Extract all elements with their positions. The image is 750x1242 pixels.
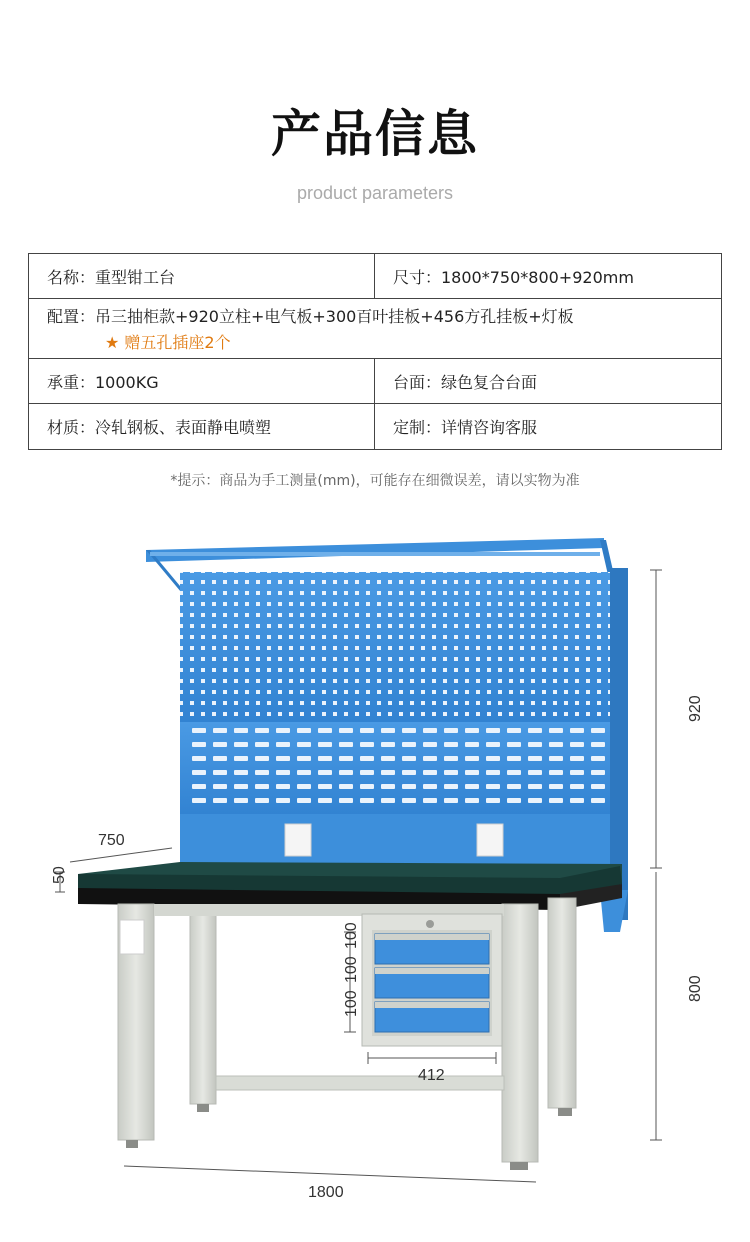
- spec-material: 材质：冷轧钢板、表面静电喷塑: [29, 404, 375, 450]
- spec-table: [28, 253, 722, 450]
- socket-icon: [477, 824, 503, 856]
- page-subtitle: product parameters: [296, 183, 454, 203]
- workbench-illustration: [0, 500, 750, 1242]
- dim-drawer-2: 100: [343, 956, 360, 983]
- lock-icon: [426, 920, 434, 928]
- table-row: [29, 404, 722, 450]
- dim-bench-length: 1800: [308, 1184, 344, 1201]
- electrical-panel: [180, 814, 610, 864]
- dim-drawer-3: 100: [343, 990, 360, 1017]
- measurement-note: *提示：商品为手工测量(mm)，可能存在细微误差，请以实物为准: [170, 473, 580, 489]
- spec-load: 承重：1000KG: [29, 359, 375, 404]
- dim-cabinet-width: 412: [418, 1067, 445, 1084]
- spec-size: 尺寸：1800*750*800+920mm: [375, 254, 722, 299]
- dim-upright-height: 920: [687, 695, 704, 722]
- dim-depth: 750: [98, 832, 125, 849]
- drawer-cabinet: [362, 914, 502, 1046]
- spec-config: 配置：吊三抽柜款+920立柱+电气板+300百叶挂板+456方孔挂板+灯板: [47, 307, 574, 326]
- socket-icon: [285, 824, 311, 856]
- spec-custom: 定制：详情咨询客服: [375, 404, 722, 450]
- spec-gift: ★ 赠五孔插座2个: [105, 333, 231, 352]
- table-row: [29, 254, 722, 299]
- spec-config-cell: [29, 299, 722, 359]
- table-row: [29, 359, 722, 404]
- page-title: 产品信息: [271, 105, 479, 163]
- spec-name: 名称：重型钳工台: [29, 254, 375, 299]
- dim-bench-height: 800: [687, 975, 704, 1002]
- spec-surface: 台面：绿色复合台面: [375, 359, 722, 404]
- table-row: [29, 299, 722, 359]
- dim-drawer-1: 100: [343, 922, 360, 949]
- pegboard-panel: [180, 572, 610, 722]
- dim-top-thickness: 50: [51, 866, 68, 884]
- louver-panel: [180, 722, 610, 814]
- worktop: [78, 862, 622, 910]
